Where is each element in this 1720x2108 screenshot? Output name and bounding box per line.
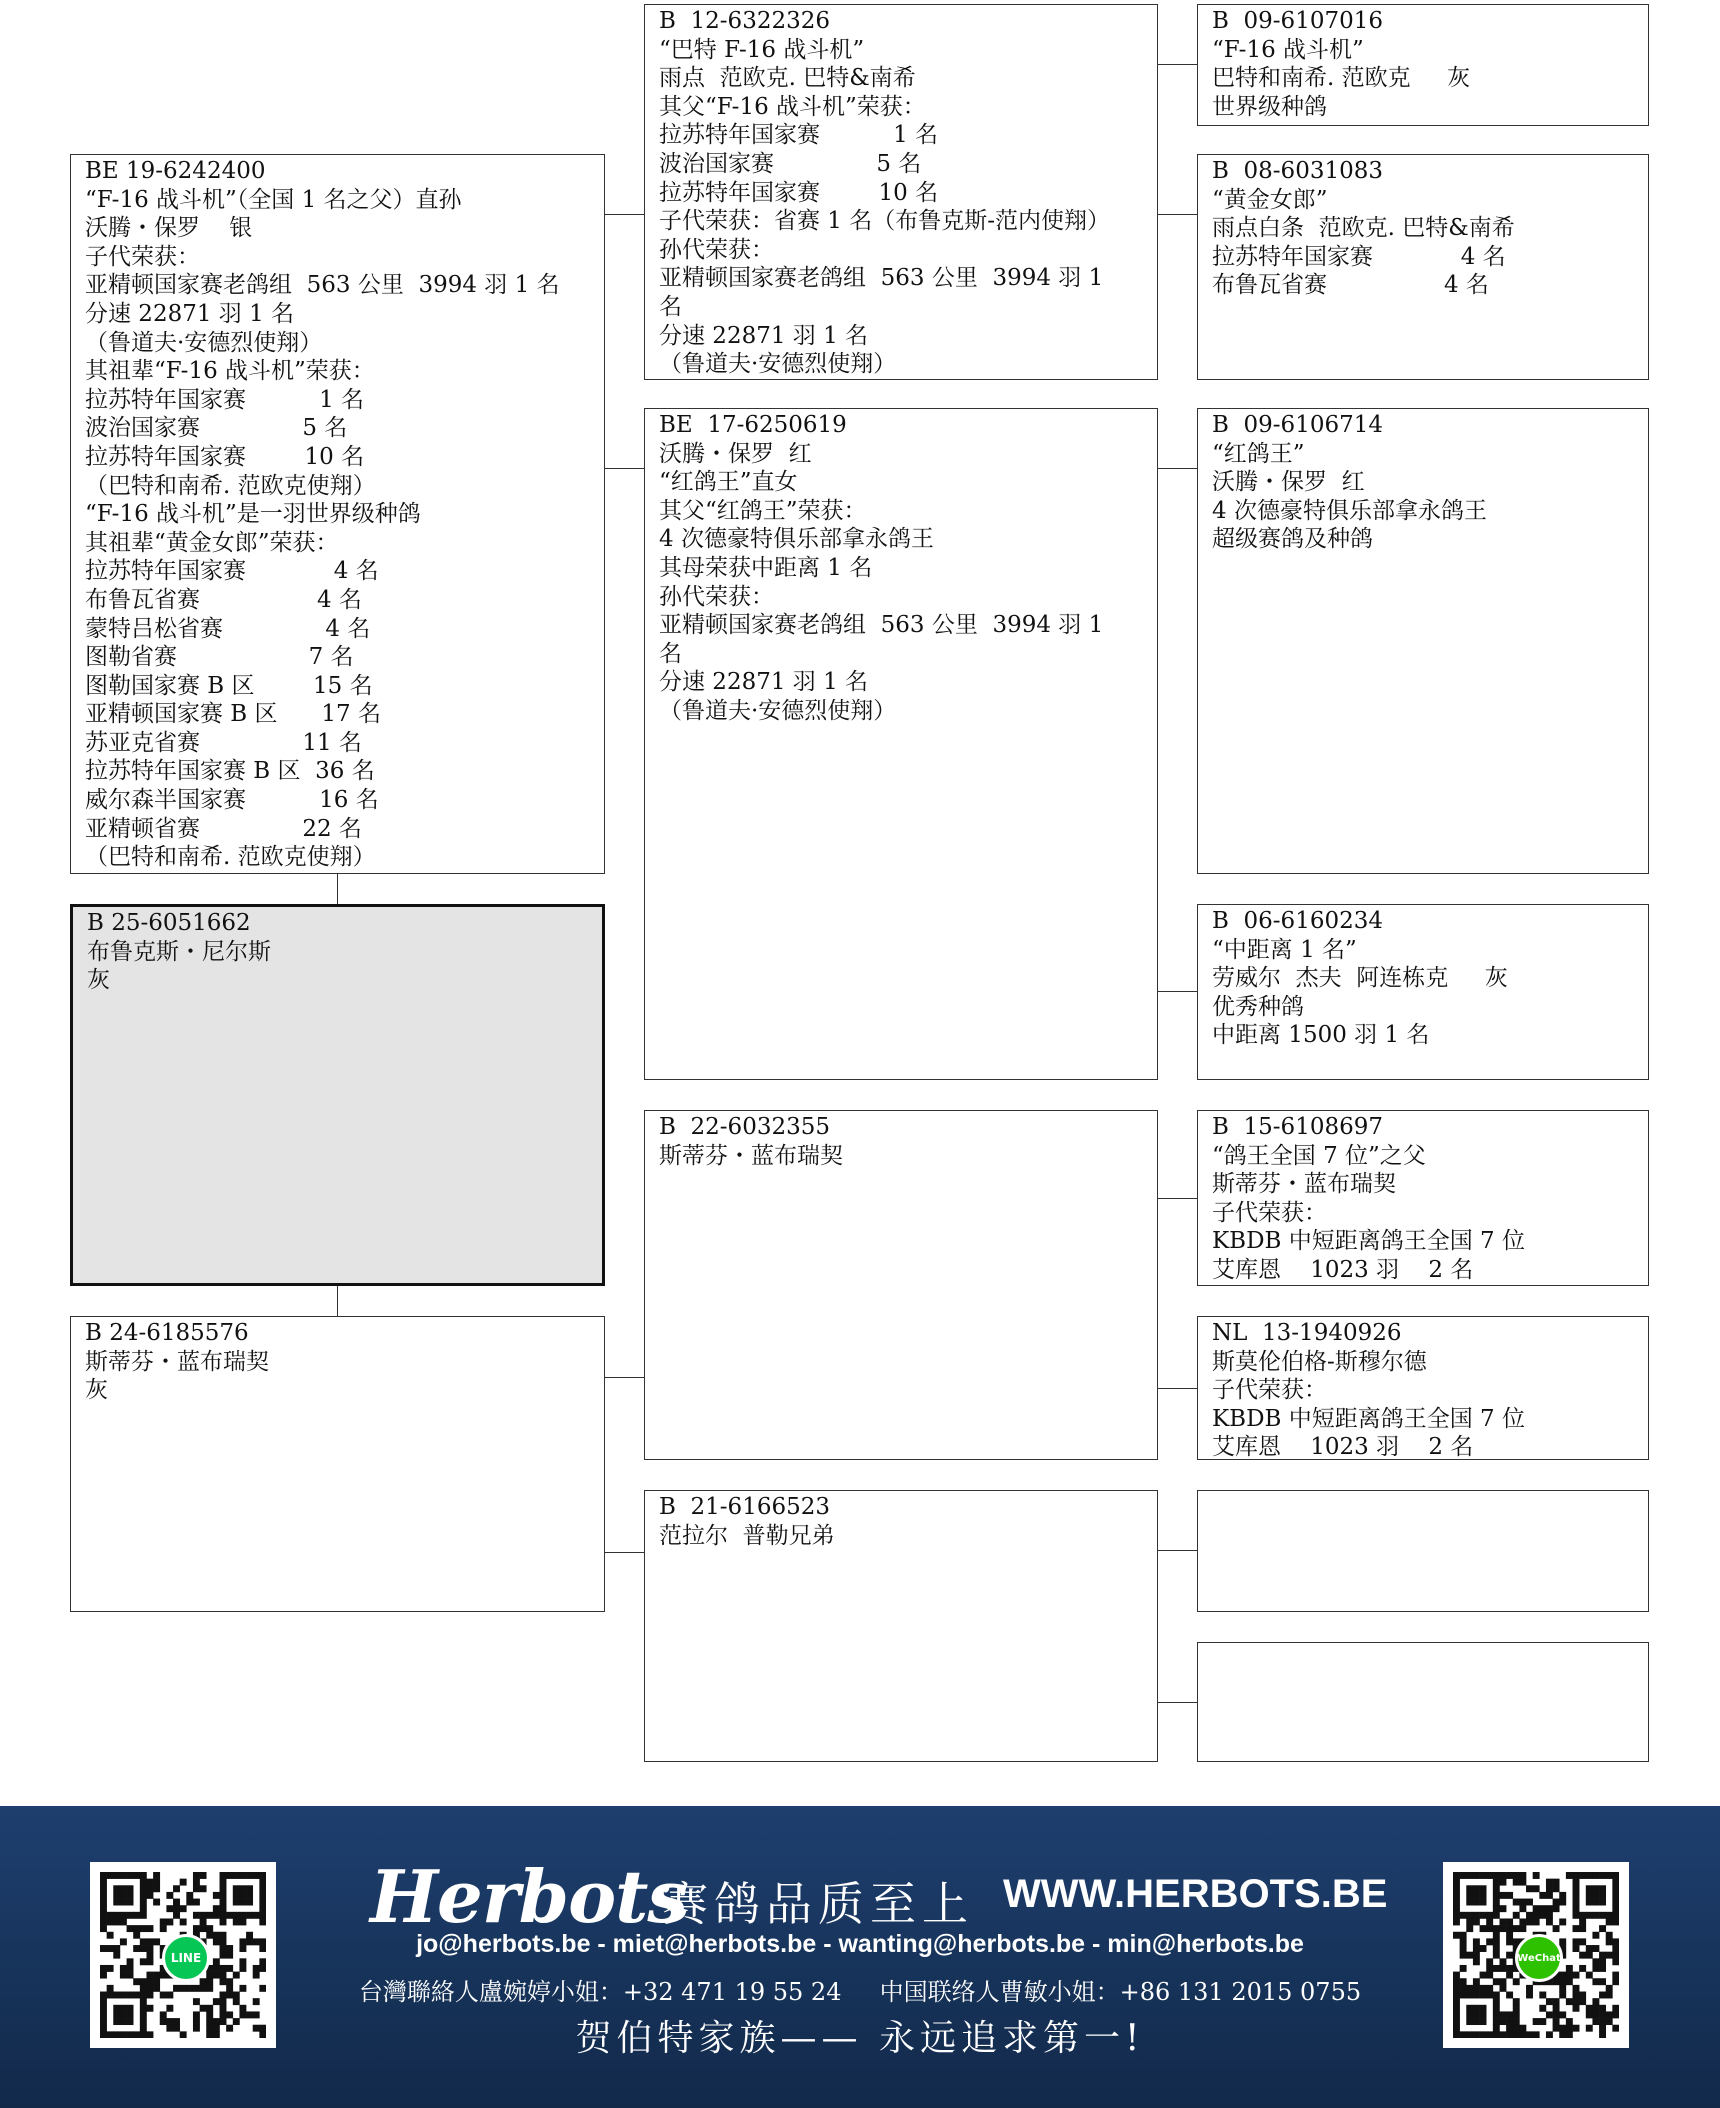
dam-dam-box — [644, 1490, 1158, 1762]
sire-sire-box — [644, 4, 1158, 380]
pedigree-line: 亚精顿国家赛老鸽组 563 公里 3994 羽 1 名 — [85, 272, 560, 299]
pedigree-line: 斯莫伦伯格-斯穆尔德 — [1212, 1348, 1427, 1375]
dam-box — [70, 1316, 605, 1612]
pedigree-line: 波治国家赛 5 名 — [659, 150, 922, 177]
pedigree-line: “红鸽王” — [1212, 440, 1305, 467]
dam-sire-box — [644, 1110, 1158, 1460]
pedigree-line: （鲁道夫·安德烈使翔） — [659, 697, 897, 724]
connector-line — [605, 1377, 644, 1378]
connector-line — [337, 1286, 338, 1316]
sire-dam-box — [644, 408, 1158, 1080]
ring-number: B 09-6107016 — [1212, 8, 1383, 34]
pedigree-line: 分速 22871 羽 1 名 — [659, 322, 869, 349]
connector-line — [605, 468, 644, 469]
connector-line — [1158, 1702, 1197, 1703]
email-addresses[interactable]: jo@herbots.be - miet@herbots.be - wanting@herbots.be - min@herbots.be — [416, 1930, 1304, 1958]
pedigree-line: “巴特 F-16 战斗机” — [659, 36, 865, 63]
pedigree-line: 亚精顿省赛 22 名 — [85, 815, 362, 842]
ring-number: BE 17-6250619 — [659, 412, 847, 438]
pedigree-line: 其母荣获中距离 1 名 — [659, 554, 873, 581]
pedigree-line: 苏亚克省赛 11 名 — [85, 729, 362, 756]
pedigree-line: 劳威尔 杰夫 阿连栋克 灰 — [1212, 965, 1508, 992]
pedigree-line: 沃腾・保罗 银 — [85, 215, 253, 242]
ring-number: B 08-6031083 — [1212, 158, 1383, 184]
pedigree-line: 范拉尔 普勒兄弟 — [659, 1522, 835, 1549]
dsd-box — [1197, 1316, 1649, 1460]
connector-line — [1158, 1550, 1197, 1551]
pedigree-line: 名 — [659, 293, 682, 320]
pedigree-line: 布鲁瓦省赛 4 名 — [1212, 272, 1489, 299]
pedigree-line: KBDB 中短距离鸽王全国 7 位 — [1212, 1228, 1525, 1255]
pedigree-line: “F-16 战斗机” — [1212, 36, 1364, 63]
herbots-logo: Herbots — [370, 1854, 687, 1939]
ring-number: B 25-6051662 — [87, 910, 251, 936]
ring-number: B 06-6160234 — [1212, 908, 1383, 934]
pedigree-line: 斯蒂芬・蓝布瑞契 — [659, 1142, 843, 1169]
connector-line — [1158, 1198, 1197, 1199]
pedigree-line: 灰 — [85, 1377, 108, 1404]
pedigree-line: 布鲁克斯・尼尔斯 — [87, 938, 271, 965]
sire-box — [70, 154, 605, 874]
pedigree-line: 拉苏特年国家赛 4 名 — [85, 558, 379, 585]
contact-persons: 台灣聯絡人盧婉婷小姐：+32 471 19 55 24 中国联络人曹敏小姐：+86 131 2015 0755 — [358, 1978, 1362, 2006]
pedigree-line: 分速 22871 羽 1 名 — [659, 669, 869, 696]
pedigree-line: （巴特和南希. 范欧克使翔） — [85, 844, 376, 871]
pedigree-line: 灰 — [87, 967, 110, 994]
family-tagline: 贺伯特家族—— 永远追求第一! — [575, 2018, 1145, 2059]
pedigree-line: 拉苏特年国家赛 10 名 — [659, 179, 939, 206]
pedigree-line: “鸽王全国 7 位”之父 — [1212, 1142, 1426, 1169]
dds-box — [1197, 1490, 1649, 1612]
sdd-box — [1197, 904, 1649, 1080]
pedigree-line: （鲁道夫·安德烈使翔） — [85, 329, 323, 356]
pedigree-line: 沃腾・保罗 红 — [1212, 469, 1365, 496]
ring-number: B 24-6185576 — [85, 1320, 249, 1346]
pedigree-line: 孙代荣获： — [659, 236, 774, 263]
wechat-app-icon: WeChat — [1515, 1934, 1563, 1982]
pedigree-line: 布鲁瓦省赛 4 名 — [85, 586, 362, 613]
pedigree-line: 拉苏特年国家赛 4 名 — [1212, 243, 1506, 270]
pedigree-line: 图勒国家赛 B 区 15 名 — [85, 672, 373, 699]
ring-number: B 21-6166523 — [659, 1494, 830, 1520]
pedigree-line: 子代荣获：省赛 1 名（布鲁克斯-范内使翔） — [659, 208, 1111, 235]
pedigree-line: 斯蒂芬・蓝布瑞契 — [1212, 1171, 1396, 1198]
sds-box — [1197, 408, 1649, 874]
line-app-icon: LINE — [162, 1934, 210, 1982]
pedigree-line: 拉苏特年国家赛 1 名 — [659, 122, 939, 149]
ring-number: B 09-6106714 — [1212, 412, 1383, 438]
pedigree-line: 其祖辈“黄金女郎”荣获： — [85, 529, 339, 556]
pedigree-line: 雨点 范欧克. 巴特&南希 — [659, 65, 916, 92]
pedigree-line: 超级赛鸽及种鸽 — [1212, 526, 1373, 553]
pedigree-line: 名 — [659, 640, 682, 667]
pedigree-line: 子代荣获： — [1212, 1199, 1327, 1226]
pedigree-line: 4 次德豪特俱乐部拿永鸽王 — [659, 526, 934, 553]
connector-line — [1158, 214, 1197, 215]
ring-number: BE 19-6242400 — [85, 158, 266, 184]
connector-line — [605, 1552, 644, 1553]
pedigree-line: 斯蒂芬・蓝布瑞契 — [85, 1348, 269, 1375]
pedigree-line: 亚精顿国家赛老鸽组 563 公里 3994 羽 1 — [659, 265, 1104, 292]
pedigree-line: （巴特和南希. 范欧克使翔） — [85, 472, 376, 499]
pedigree-line: 雨点白条 范欧克. 巴特&南希 — [1212, 215, 1515, 242]
pedigree-line: 子代荣获： — [85, 243, 200, 270]
wechat-qr-code-icon — [1443, 1862, 1629, 2048]
pedigree-line: （鲁道夫·安德烈使翔） — [659, 351, 897, 378]
pedigree-line: 威尔森半国家赛 16 名 — [85, 787, 379, 814]
ring-number: B 15-6108697 — [1212, 1114, 1383, 1140]
pedigree-line: “F-16 战斗机”是一羽世界级种鸽 — [85, 501, 421, 528]
pedigree-line: 中距离 1500 羽 1 名 — [1212, 1022, 1430, 1049]
ssd-box — [1197, 154, 1649, 380]
pedigree-line: 蒙特吕松省赛 4 名 — [85, 615, 371, 642]
pedigree-line: 子代荣获： — [1212, 1377, 1327, 1404]
ring-number: NL 13-1940926 — [1212, 1320, 1402, 1346]
pedigree-line: 拉苏特年国家赛 1 名 — [85, 386, 365, 413]
pedigree-line: 拉苏特年国家赛 10 名 — [85, 443, 365, 470]
dss-box — [1197, 1110, 1649, 1286]
pedigree-line: 世界级种鸽 — [1212, 93, 1327, 120]
connector-line — [1158, 1388, 1197, 1389]
pedigree-line: 其祖辈“F-16 战斗机”荣获： — [85, 358, 375, 385]
pedigree-line: 波治国家赛 5 名 — [85, 415, 348, 442]
pedigree-line: “中距离 1 名” — [1212, 936, 1357, 963]
pedigree-line: “黄金女郎” — [1212, 186, 1328, 213]
pedigree-line: KBDB 中短距离鸽王全国 7 位 — [1212, 1405, 1525, 1432]
pedigree-line: 4 次德豪特俱乐部拿永鸽王 — [1212, 497, 1487, 524]
connector-line — [337, 874, 338, 904]
pedigree-line: 拉苏特年国家赛 B 区 36 名 — [85, 758, 375, 785]
pedigree-line: 沃腾・保罗 红 — [659, 440, 812, 467]
sss-box — [1197, 4, 1649, 126]
ddd-box — [1197, 1642, 1649, 1762]
pedigree-line: 其父“F-16 战斗机”荣获： — [659, 93, 926, 120]
connector-line — [605, 214, 644, 215]
connector-line — [1158, 991, 1197, 992]
pedigree-line: 图勒省赛 7 名 — [85, 644, 354, 671]
pedigree-line: 孙代荣获： — [659, 583, 774, 610]
connector-line — [1158, 64, 1197, 65]
ring-number: B 22-6032355 — [659, 1114, 830, 1140]
footer-banner — [0, 1806, 1720, 2108]
pedigree-line: 巴特和南希. 范欧克 灰 — [1212, 65, 1471, 92]
pedigree-line: “F-16 战斗机”（全国 1 名之父）直孙 — [85, 186, 462, 213]
pedigree-line: 分速 22871 羽 1 名 — [85, 300, 295, 327]
pedigree-line: 其父“红鸽王”荣获： — [659, 497, 867, 524]
pedigree-line: 艾库恩 1023 羽 2 名 — [1212, 1256, 1474, 1283]
pedigree-line: 优秀种鸽 — [1212, 993, 1304, 1020]
website-link[interactable]: WWW.HERBOTS.BE — [1003, 1872, 1388, 1916]
pedigree-line: 亚精顿国家赛老鸽组 563 公里 3994 羽 1 — [659, 612, 1104, 639]
pedigree-line: “红鸽王”直女 — [659, 469, 798, 496]
subject-box — [70, 904, 605, 1286]
pedigree-line: 艾库恩 1023 羽 2 名 — [1212, 1434, 1474, 1460]
pedigree-line: 亚精顿国家赛 B 区 17 名 — [85, 701, 381, 728]
connector-line — [1158, 468, 1197, 469]
slogan-text: 赛鸽品质至上 — [662, 1877, 974, 1931]
ring-number: B 12-6322326 — [659, 8, 830, 34]
